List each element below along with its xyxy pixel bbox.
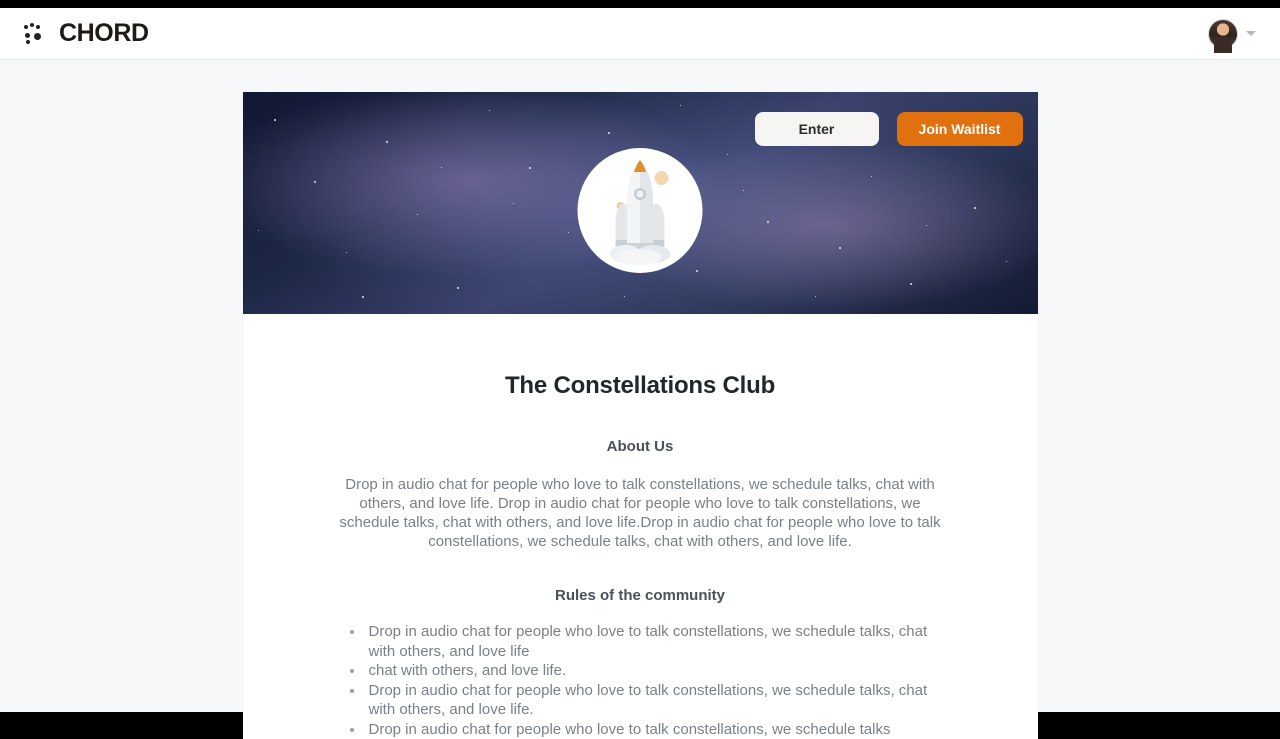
brand-logo[interactable] — [24, 19, 149, 48]
dots-logo-icon — [24, 23, 50, 45]
about-text: Drop in audio chat for people who love to talk constellations, we schedule talks, chat with others, and love life. Drop in audio chat for people who love to talk constellations, we schedule talks, chat with others, and love life.Drop in audio chat for people who love to talk constellations, we schedule talks, chat with others, and love life. — [323, 475, 958, 551]
enter-button[interactable]: Enter — [755, 112, 879, 146]
app-root — [0, 8, 1280, 712]
page-title: The Constellations Club — [323, 372, 958, 400]
top-navigation-bar — [0, 8, 1280, 60]
page-content — [0, 60, 1280, 739]
join-waitlist-button[interactable]: Join Waitlist — [897, 112, 1023, 146]
list-item: • chat with others, and love life. — [365, 661, 958, 681]
club-card — [243, 92, 1038, 739]
list-item: • Drop in audio chat for people who love to talk constellations, we schedule talks, chat with others, and love life. — [365, 681, 958, 720]
rules-list — [323, 622, 958, 739]
rules-heading: Rules of the community — [323, 587, 958, 604]
chevron-down-icon[interactable] — [1246, 31, 1256, 36]
club-details — [243, 314, 1038, 739]
banner-action-group — [755, 112, 1023, 146]
avatar[interactable] — [1208, 19, 1238, 49]
brand-name: CHORD — [59, 19, 149, 48]
rocket-icon — [578, 148, 703, 273]
list-item: • Drop in audio chat for people who love to talk constellations, we schedule talks — [365, 720, 958, 739]
about-heading: About Us — [323, 438, 958, 455]
list-item: • Drop in audio chat for people who love to talk constellations, we schedule talks, chat with others, and love life — [365, 622, 958, 661]
account-menu[interactable] — [1208, 19, 1256, 49]
rocket-badge — [578, 148, 703, 273]
